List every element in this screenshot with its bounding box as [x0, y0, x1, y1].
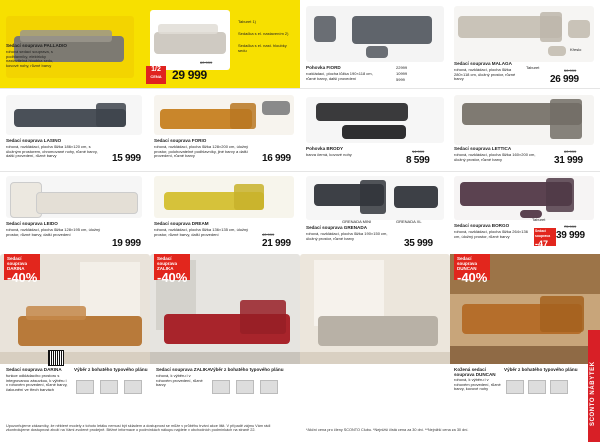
brody-title: Pohovka BRODY: [306, 146, 344, 151]
leido-price: 19 999: [112, 238, 141, 249]
leido-desc: rohová, rozkládací, plocha lůžka 128×195 cm, úložný prostor, různé barvy, další provedení: [6, 227, 101, 237]
brody-photo: [306, 97, 444, 143]
forio-title: Sedací souprava FORIO: [154, 138, 207, 143]
grenada-label-mini: GRENADA MINI: [342, 219, 372, 224]
malaga-panel: [450, 0, 600, 88]
duncan-thumb-1: [506, 380, 524, 394]
palladio-photo-2: [150, 10, 230, 70]
zalika-title: Sedací souprava ZALIKA: [156, 367, 211, 372]
darina-promo-label: Sedací souprava DARINA: [7, 256, 28, 271]
dream-price: 21 999: [262, 238, 291, 249]
half-price-badge-top: 1/2: [151, 66, 161, 73]
fiord-panel: [300, 0, 450, 88]
dream-title: Sedací souprava DREAM: [154, 221, 209, 226]
dream-photo: [154, 176, 294, 218]
borgo-promo-label: Sedací souprava: [535, 229, 551, 238]
lasino-title: Sedací souprava LASINO: [6, 138, 62, 143]
palladio-option-2: Sedačka s el. nastavením 2): [238, 31, 289, 36]
darina-thumb-3: [124, 380, 142, 394]
malaga-desc: rohová, rozkládací, plocha lůžka 280×118 cm, úložný prostor, různé barvy: [454, 67, 516, 82]
sconto-brand-strip: [588, 330, 600, 442]
malaga-option-1: Křeslo: [570, 47, 582, 52]
grenada-panel: [300, 172, 450, 254]
darina-thumb-1: [76, 380, 94, 394]
palladio-panel: [0, 0, 300, 88]
forio-panel: [150, 89, 300, 171]
palladio-old-price: 60 999: [200, 60, 213, 65]
forio-price: 16 999: [262, 153, 291, 164]
half-price-badge-bottom: CENA: [150, 74, 162, 79]
darina-qr-code[interactable]: [48, 350, 64, 366]
borgo-photo: [454, 176, 594, 220]
zalika-option-title: Výběr z bohatého typového plánu: [210, 367, 284, 372]
palladio-option-1: Taburet 1): [238, 19, 257, 24]
palladio-option-3: Sedačka s el. nast. hloubky sedu: [238, 43, 287, 53]
duncan-promo-discount: -40%: [457, 270, 488, 285]
zalika-desc: rohová, k výběru i v rohovém provedení, různé barvy: [156, 373, 203, 388]
duncan-thumb-2: [528, 380, 546, 394]
interior-photo: [300, 254, 450, 364]
sconto-logo: SCONTO NÁBYTEK: [590, 361, 596, 426]
grenada-price: 35 999: [404, 238, 433, 249]
lettica-photo: [454, 95, 594, 145]
brody-old-price: 14 999: [412, 149, 425, 154]
zalika-promo-label: Sedací souprava ZALIKA: [157, 256, 178, 271]
leido-photo: [6, 176, 142, 218]
borgo-option-1: Taburet: [532, 217, 546, 222]
forio-photo: [154, 95, 294, 135]
palladio-price: 29 999: [172, 68, 207, 82]
zalika-thumb-1: [212, 380, 230, 394]
malaga-old-price: 50 999: [564, 68, 577, 73]
lasino-photo: [6, 95, 142, 135]
darina-promo-badge: [4, 254, 40, 285]
dream-panel: [150, 172, 300, 254]
zalika-promo-discount: -40%: [157, 270, 188, 285]
lettica-old-price: 60 999: [564, 149, 577, 154]
zalika-thumb-2: [236, 380, 254, 394]
grenada-title: Sedací souprava GRENADA: [306, 225, 368, 230]
malaga-price: 26 999: [550, 74, 579, 85]
grenada-label-xl: GRENADA XL: [396, 219, 422, 224]
fiord-list-price-1: 22999: [396, 65, 408, 70]
malaga-photo: [454, 6, 594, 62]
fiord-list-price-3: 5999: [396, 77, 405, 82]
brody-desc: barva černá, kovové nohy: [306, 152, 352, 157]
lasino-desc: rohová, rozkládací, plocha lůžka 186×120 cm, s úložným prostorem, chromované nohy, různé barvy, další provedení, různé barvy: [6, 144, 98, 159]
fiord-desc: rozkládací, plocha lůžka 190×118 cm, různé barvy, další provedení: [306, 71, 373, 81]
brody-price: 8 599: [406, 155, 430, 166]
malaga-option-2: Taburet: [526, 65, 540, 70]
borgo-old-price: 75 999: [564, 224, 577, 229]
fiord-list-price-2: 10999: [396, 71, 408, 76]
duncan-desc: rohová, k výběru i v rohovém provedení, různé barvy, kovové nohy: [454, 377, 501, 392]
lettica-price: 31 999: [554, 155, 583, 166]
borgo-desc: rohová, rozkládací, plocha lůžka 264×136 cm, úložný prostor, různé barvy: [454, 229, 528, 239]
lettica-panel: [450, 89, 600, 171]
forio-desc: rohová, rozkládací, plocha lůžka 128×200 cm, úložný prostor, polohovatelné podhlavníky, jiné barvy a další provedení, různé barvy: [154, 144, 249, 159]
duncan-promo-badge: [454, 254, 490, 285]
lasino-panel: [0, 89, 150, 171]
right-page: [300, 0, 600, 442]
fiord-photo: [306, 6, 444, 62]
duncan-title: Kožená sedací souprava DUNCAN: [454, 367, 496, 377]
grenada-photo: [306, 176, 444, 220]
zalika-thumb-3: [260, 380, 278, 394]
duncan-promo-label: Sedací souprava DUNCAN: [457, 256, 478, 271]
interior-photo-panel: [300, 254, 450, 422]
borgo-promo-discount: -47: [535, 239, 549, 249]
fiord-title: Pohovka FIORD: [306, 65, 341, 70]
grenada-desc: rohová, rozkládací, plocha lůžka 190×150 cm, úložný prostor, různé barvy: [306, 231, 388, 241]
right-footer-note: *Akční cena pro členy SCONTO Clubu. *Nejnižší čistá cena za 30 dní. **Nejnižší cena za 30 dní.: [306, 428, 469, 432]
lettica-desc: rohová, rozkládací, plocha lůžka 160×200 cm, úložný prostor, různé barvy: [454, 152, 536, 162]
lasino-price: 15 999: [112, 153, 141, 164]
malaga-title: Sedací souprava MALAGA: [454, 61, 512, 66]
duncan-panel: [450, 254, 600, 422]
zalika-promo-badge: [154, 254, 190, 285]
dream-desc: rohová, rozkládací, plocha lůžka 136×135 cm, úložný prostor, různé barvy, další provedení: [154, 227, 249, 237]
darina-title: Sedací souprava DARINA: [6, 367, 62, 372]
zalika-panel: [150, 254, 300, 422]
palladio-desc: rohová sedací souprava, s podhlavníky, elektricky nastavitelná hloubka sedu, kovové nohy, různé barvy: [6, 49, 54, 68]
leido-title: Sedací souprava LEIDO: [6, 221, 58, 226]
darina-panel: [0, 254, 150, 422]
borgo-promo-badge: [534, 228, 556, 249]
left-footer-note: Upozorňujeme zákazníky, že některé modely z tohoto letáku nemusí být skladem a dostupnost se může v průběhu trvání akce lišit. V případě zájmu Vám rádi zkontrolujeme dostupnost zboží na Vámi zvolené prodejně. Běžné informace o podmínkách nákupu najdete v obchodních podmínkách na straně 22.: [6, 424, 271, 433]
duncan-option-title: Výběr z bohatého typového plánu: [504, 367, 578, 372]
borgo-price: 39 999: [556, 230, 585, 241]
lettica-title: Sedací souprava LETTICA: [454, 146, 512, 151]
dream-old-price: 40 999: [262, 232, 275, 237]
darina-desc: funkce odkládacího prostoru s integrovanou zásuvkou, k výběru i v rohovém provedení, různé barvy, čalounění ve třech barvách: [6, 373, 68, 392]
half-price-badge: [146, 66, 166, 84]
duncan-thumb-3: [550, 380, 568, 394]
borgo-panel: [450, 172, 600, 254]
borgo-title: Sedací souprava BORGO: [454, 223, 510, 228]
darina-promo-discount: -40%: [7, 270, 38, 285]
brody-panel: [300, 89, 450, 171]
darina-option-title: Výběr z bohatého typového plánu: [74, 367, 148, 372]
darina-thumb-2: [100, 380, 118, 394]
palladio-title: Sedací souprava PALLADIO: [6, 43, 67, 48]
leido-panel: [0, 172, 150, 254]
